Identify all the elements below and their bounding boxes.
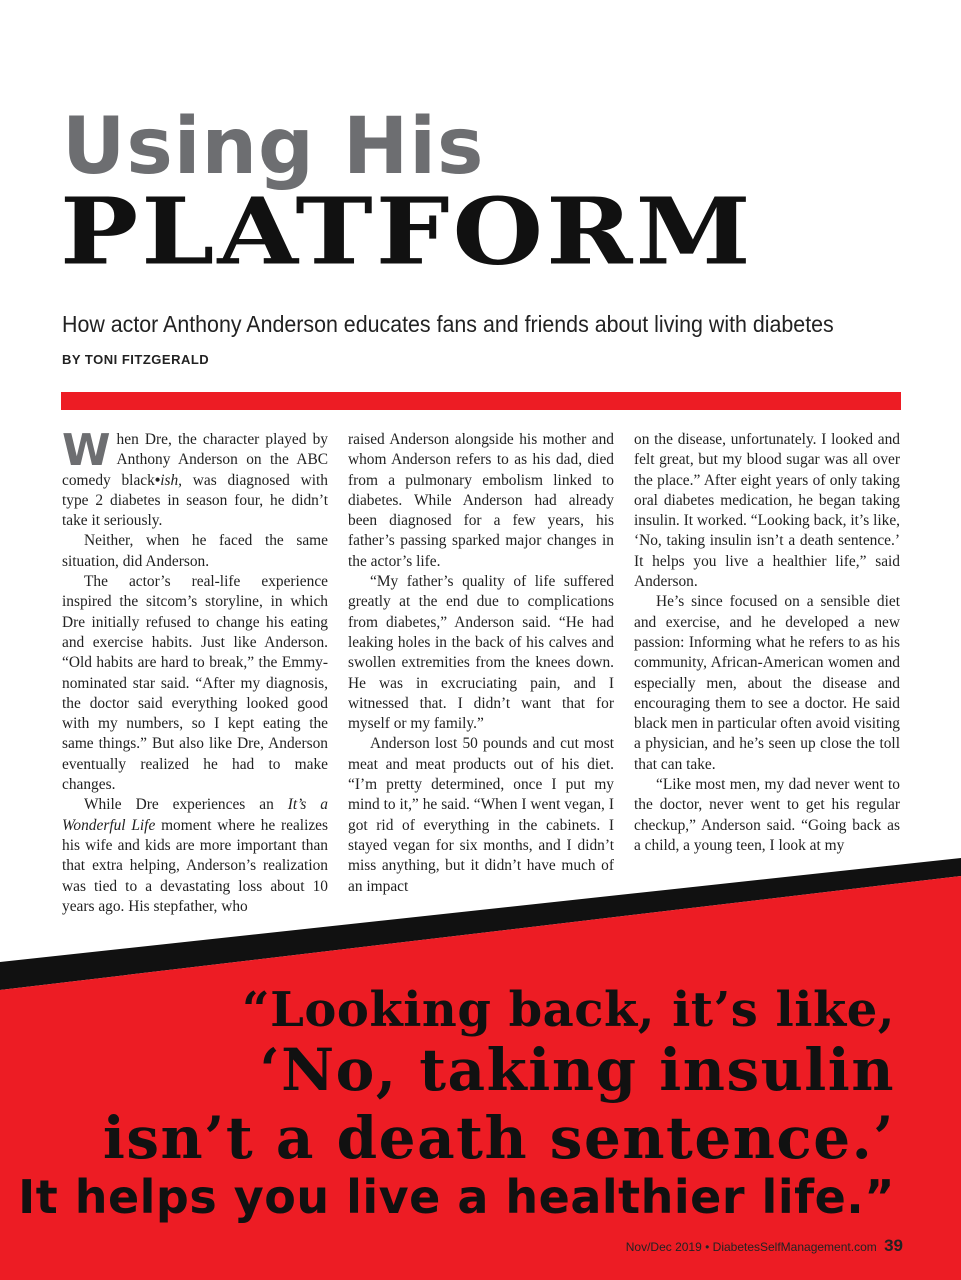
page-footer (626, 1236, 903, 1256)
paragraph: raised Anderson alongside his mother and whom Anderson refers to as his dad, died from a pulmonary embolism linked to diabetes. While Anderson had already been diagnosed for a few years, his father’s passing sparked major changes in the actor’s life. (348, 431, 614, 570)
paragraph: The actor’s real-life experience inspired the sitcom’s storyline, in which Dre initially refused to change his eating and exercise habits. Just like Anderson. “Old habits are hard to break,” the Emmy-nominated star said. “After my diagnosis, the doctor said everything looked good with my numbers, so I kept eating the same things.” But also like Dre, Anderson eventually realized he had to make changes. (62, 573, 328, 794)
pull-quote-line-2: ‘No, taking insulin (259, 1036, 895, 1104)
paragraph: He’s since focused on a sensible diet and exercise, and he developed a new passion: Informing what he refers to as his community, African-American women and especially men, about the disease and encouraging them to see a doctor. He said black men in particular often avoid visiting a physician, and he’s seen up close the toll that can take. (634, 593, 900, 773)
paragraph: on the disease, unfortunately. I looked and felt great, but my blood sugar was all over the place.” After eight years of only taking oral diabetes medication, he began taking insulin. It worked. “Looking back, it’s like, ‘No, taking insulin isn’t a death sentence.’ It helps you live a healthier life,” said Anderson. (634, 431, 900, 591)
pull-quote-line-3: isn’t a death sentence.’ (102, 1104, 895, 1172)
title-line-1: Using His (62, 102, 485, 192)
footer-issue: Nov/Dec 2019 • DiabetesSelfManagement.com (625, 1240, 877, 1254)
paragraph: Anderson lost 50 pounds and cut most meat and meat products out of his diet. “I’m pretty determined, once I put my mind to it,” he said. “When I went vegan, I got rid of everything in the cabinets. I stayed vegan for six months, and I didn’t miss anything, but it didn’t have much of an impact (348, 735, 614, 895)
byline: BY TONI FITZGERALD (62, 352, 210, 367)
page-number: 39 (884, 1236, 903, 1255)
paragraph: While Dre experiences an It’s a Wonderful Life moment where he realizes his wife and kids are more important than that extra helping, Anderson’s realization was tied to a devastating loss about 10 years ago. His stepfather, who (62, 796, 328, 915)
pull-quote-line-4: It helps you live a healthier life.” (18, 1170, 895, 1224)
paragraph: “Like most men, my dad never went to the doctor, never went to get his regular checkup,” Anderson said. “Going back as a child, a young teen, I look at my (634, 776, 900, 854)
pull-quote-line-1: “Looking back, it’s like, (242, 982, 895, 1038)
paragraph: “My father’s quality of life suffered greatly at the end due to complications from diabetes,” Anderson said. “He had leaking holes in the back of his calves and swollen extremities from the knees down. He was in excruciating pain, and I witnessed that. I didn’t want that for myself or my family.” (348, 573, 614, 733)
paragraph: When Dre, the character played by Anthony Anderson on the ABC comedy black•ish, was diagnosed with type 2 diabetes in season four, he didn’t take it seriously. (62, 425, 328, 530)
subtitle: How actor Anthony Anderson educates fans and friends about living with diabetes (62, 311, 834, 337)
title-line-2: PLATFORM (60, 177, 754, 286)
paragraph: Neither, when he faced the same situation, did Anderson. (62, 532, 328, 570)
drop-cap: W (62, 425, 111, 476)
